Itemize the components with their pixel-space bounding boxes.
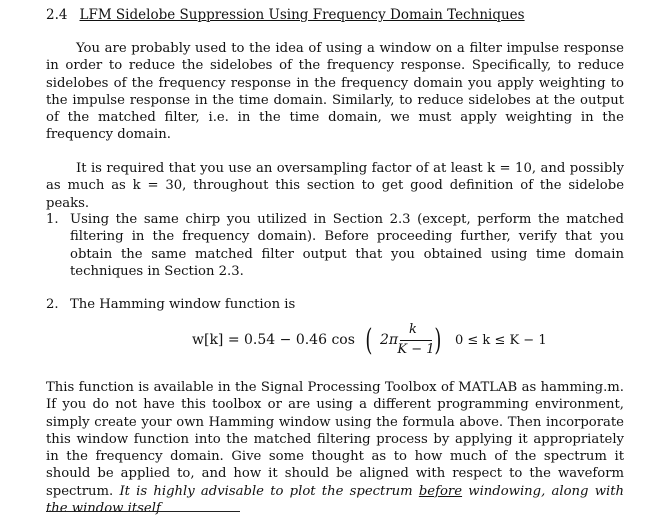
equation-range: 0 ≤ k ≤ K − 1 xyxy=(455,333,547,348)
footnote-rule xyxy=(46,511,240,512)
paragraph-intro: You are probably used to the idea of using a window on a filter impulse response in order to reduce the sidelobes of the frequency response. Specifically, to reduce sidelobes of the frequency response in the frequency domain you apply weighting to the impulse response in the time domain. Similarly, to reduce sidelobes at the output of the matched filter, i.e. in the time domain, we must apply weighting in the frequency domain. xyxy=(46,41,624,143)
section-number: 2.4 xyxy=(46,7,68,23)
right-paren: ) xyxy=(434,323,442,358)
section-title: LFM Sidelobe Suppression Using Frequency Domain Techniques xyxy=(79,7,525,23)
equation-two-pi: 2π xyxy=(380,332,399,348)
list-item-2 xyxy=(46,296,624,313)
fraction-bar xyxy=(400,340,432,341)
paragraph-implementation-text: This function is available in the Signal Processing Toolbox of MATLAB as hamming.m. If you do not have this toolbox or are using a different programming environment, simply create your own Hamming window using the formula above. Then incorporate this window function into the matched filtering process by applying it appropriately in the frequency domain. Give some thought as to how much of the spectrum it should be applied to, and how it should be aligned with respect to the waveform spectrum. xyxy=(46,380,624,499)
list-marker: 2. xyxy=(46,297,59,312)
paragraph-oversampling: It is required that you use an oversampling factor of at least k = 10, and possibly as much as k = 30, throughout this section to get good definition of the sidelobe peaks. xyxy=(46,161,624,211)
advice-italic-a: It is highly advisable to plot the spectrum xyxy=(119,483,413,499)
fraction-denominator: K − 1 xyxy=(397,342,435,357)
list-item-text: Using the same chirp you utilized in Section 2.3 (except, perform the matched filtering in the frequency domain). Before proceeding further, verify that you obtain the same matched filter output that you obtained using time domain techniques in Section 2.3. xyxy=(70,212,624,279)
section-heading xyxy=(46,7,525,23)
advice-underline: before xyxy=(418,483,463,499)
list-item-1 xyxy=(46,211,624,280)
paragraph-implementation xyxy=(46,379,624,517)
left-paren: ( xyxy=(365,323,373,358)
list-item-text: The Hamming window function is xyxy=(70,297,296,312)
equation-lhs: w[k] = 0.54 − 0.46 cos xyxy=(192,332,355,348)
advice-italic-b: windowing, along with the window itself xyxy=(46,483,624,517)
list-marker: 1. xyxy=(46,212,59,227)
fraction-numerator: k xyxy=(409,322,417,337)
